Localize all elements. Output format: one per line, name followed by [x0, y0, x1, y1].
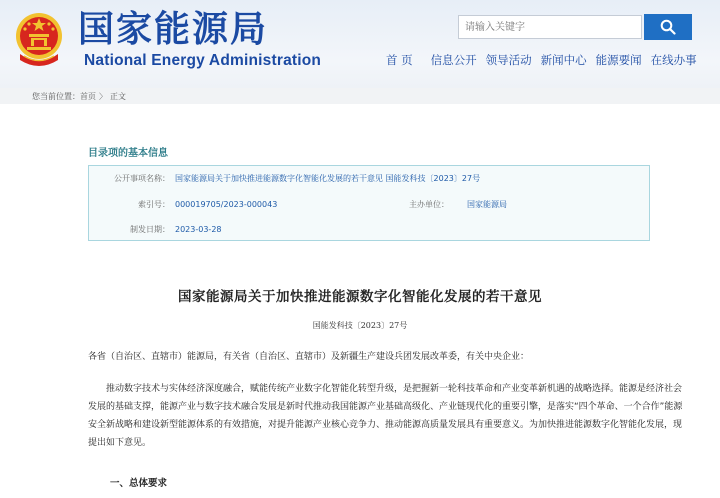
document-number: 国能发科技〔2023〕27号: [312, 321, 408, 330]
info-row-index: [89, 197, 277, 211]
nav-item-info-disclosure[interactable]: 信息公开: [430, 53, 477, 67]
date-label: 制发日期：: [130, 224, 170, 234]
site-title-en[interactable]: National Energy Administration: [84, 52, 322, 69]
main-content: [22, 104, 698, 498]
document-body-paragraph: 推动数字技术与实体经济深度融合，赋能传统产业数字化智能化转型升级，是把握新一轮科技革命和产业变革新机遇的战略选择。能源是经济社会发展的基础支撑，能源产业与数字技术融合发展是新时代推动我国能源产业基础高级化、产业链现代化的重要引擎，是落实“四个革命、一个合作”能源安全新战略和建设新型能源体系的有效措施，对提升能源产业核心竞争力、推动能源高质量发展具有重要意义。为加快推进能源数字化智能化发展，现提出如下意见。: [88, 384, 683, 448]
title-label: 公开事项名称：: [114, 173, 170, 183]
document-title: 国家能源局关于加快推进能源数字化智能化发展的若干意见: [178, 289, 542, 305]
nav-item-leadership[interactable]: 领导活动: [485, 53, 532, 67]
breadcrumb-separator: 〉: [99, 91, 107, 101]
breadcrumb-current: 正文: [110, 91, 126, 101]
index-value: 000019705/2023-000043: [175, 199, 278, 209]
search-input[interactable]: [458, 15, 642, 39]
nav-item-news-center[interactable]: 新闻中心: [540, 53, 587, 67]
search-button[interactable]: [644, 14, 692, 40]
date-value: 2023-03-28: [175, 224, 222, 234]
info-row-date: [89, 222, 222, 236]
magnifier-icon: [660, 19, 676, 35]
national-emblem-icon: [14, 10, 64, 68]
document-addressee: 各省（自治区、直辖市）能源局，有关省（自治区、直辖市）及新疆生产建设兵团发展改革委，有关中央企业：: [88, 352, 530, 362]
info-section-title: 目录项的基本信息: [88, 148, 168, 159]
main-nav: [386, 52, 706, 68]
nav-item-home[interactable]: 首 页: [386, 53, 413, 67]
index-label: 索引号：: [138, 199, 170, 209]
nav-item-energy-news[interactable]: 能源要闻: [595, 53, 642, 67]
breadcrumb: [0, 88, 720, 104]
breadcrumb-home-link[interactable]: 首页: [80, 91, 96, 101]
org-label: 主办单位：: [409, 200, 449, 209]
breadcrumb-prefix: 您当前位置：: [32, 91, 80, 101]
title-value: 国家能源局关于加快推进能源数字化智能化发展的若干意见 国能发科技〔2023〕27号: [175, 173, 481, 183]
site-header: [0, 0, 720, 88]
document-heading-1: 一、总体要求: [110, 478, 168, 489]
nav-item-online-services[interactable]: 在线办事: [650, 53, 697, 67]
org-value: 国家能源局: [467, 200, 507, 209]
info-row-title: [89, 171, 480, 185]
site-title-cn[interactable]: 国家能源局: [78, 9, 269, 50]
info-box: [88, 165, 650, 241]
